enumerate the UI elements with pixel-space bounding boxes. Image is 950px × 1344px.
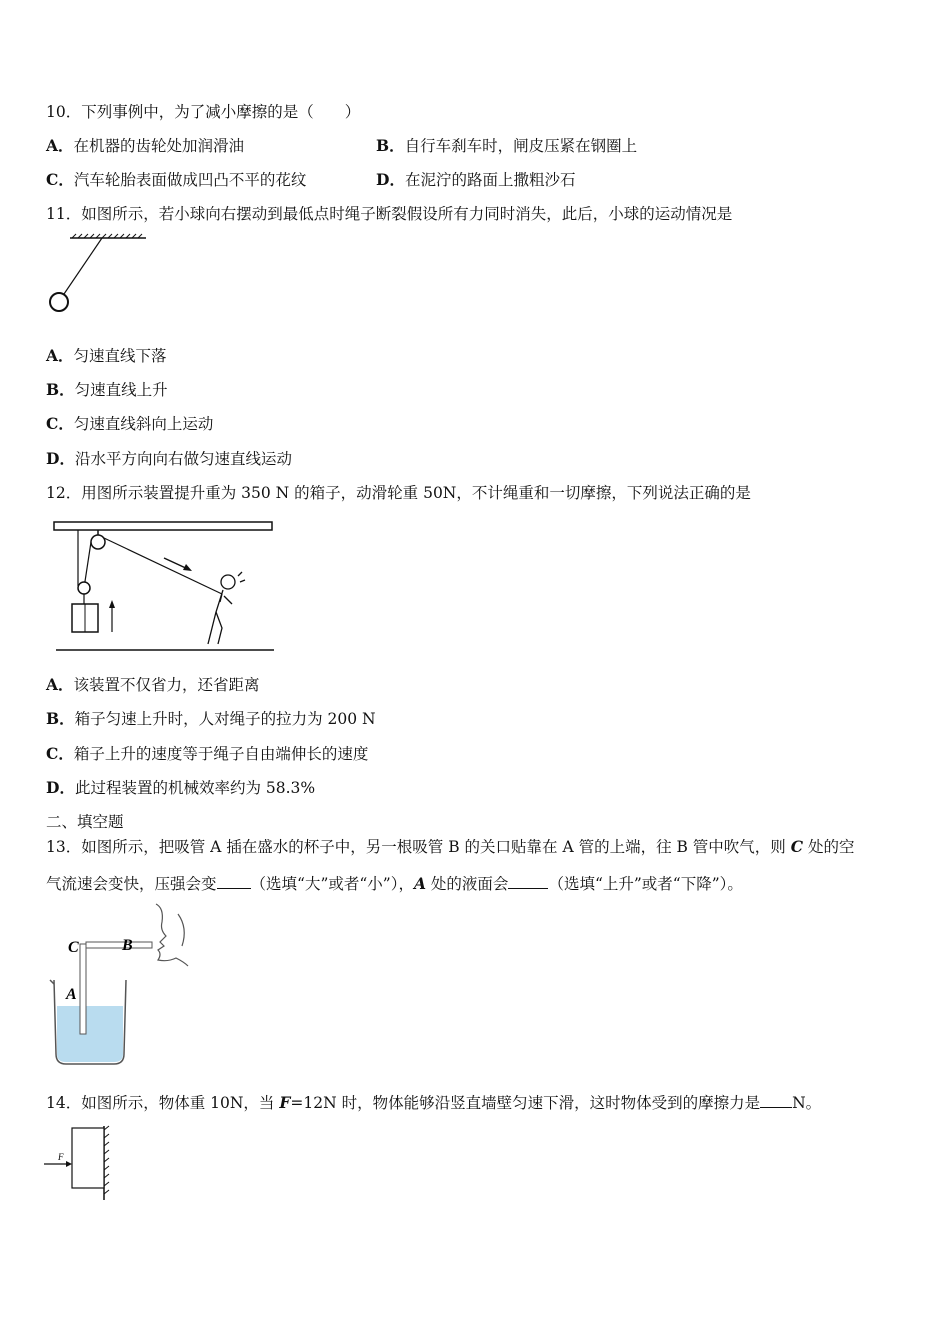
q11-option-d — [46, 449, 292, 469]
option-letter: A． — [46, 346, 74, 365]
q12-option-c — [46, 744, 368, 764]
answer-blank-2[interactable] — [508, 874, 548, 889]
q13-text: 气流速会变快，压强会变 — [46, 875, 217, 893]
block — [72, 1128, 104, 1188]
q13-text: （选填“大”或者“小”）， — [250, 875, 414, 893]
option-text: 自行车刹车时，闸皮压紧在钢圈上 — [404, 137, 638, 155]
label-c: C — [68, 939, 79, 956]
option-letter: A． — [46, 675, 74, 694]
q13-line2 — [46, 874, 743, 894]
answer-blank-3[interactable] — [760, 1093, 792, 1108]
option-text: 汽车轮胎表面做成凹凸不平的花纹 — [73, 171, 307, 189]
rope-left — [84, 542, 91, 588]
ceiling-beam — [54, 522, 272, 530]
option-letter: A． — [46, 136, 74, 155]
var-c: C — [790, 837, 804, 856]
wall-block-figure — [42, 1124, 114, 1204]
var-f: F — [279, 1093, 291, 1112]
q11-option-a — [46, 346, 167, 366]
q12-option-b — [46, 709, 376, 729]
pendulum-ball — [50, 293, 68, 311]
option-text: 在泥泞的路面上撒粗沙石 — [404, 171, 576, 189]
q11-option-b — [46, 380, 168, 400]
q14-text: 14．如图所示，物体重 10N，当 — [46, 1094, 280, 1112]
option-letter: B． — [46, 380, 75, 399]
option-text: 箱子上升的速度等于绳子自由端伸长的速度 — [73, 745, 369, 763]
option-letter: B． — [376, 136, 405, 155]
var-a: A — [413, 874, 426, 893]
option-letter: C． — [46, 170, 74, 189]
option-letter: D． — [46, 449, 75, 468]
option-text: 匀速直线上升 — [74, 381, 168, 399]
q11-stem: 11．如图所示，若小球向右摆动到最低点时绳子断裂假设所有力同时消失，此后，小球的运动情况是 — [46, 205, 733, 223]
person-figure — [208, 572, 245, 644]
q14-text: N。 — [792, 1094, 822, 1112]
q12-option-d — [46, 778, 315, 798]
option-letter: B． — [46, 709, 75, 728]
rope-free-end — [104, 538, 222, 594]
section-title: 二、填空题 — [46, 813, 124, 831]
straw-b — [86, 942, 152, 948]
option-text: 匀速直线斜向上运动 — [73, 415, 214, 433]
q12-stem: 12．用图所示装置提升重为 350 N 的箱子，动滑轮重 50N，不计绳重和一切摩擦，下列说法正确的是 — [46, 484, 751, 502]
q13-text: （选填“上升”或者“下降”）。 — [548, 875, 743, 893]
q13-line1 — [46, 837, 855, 857]
option-letter: C． — [46, 414, 74, 433]
q13-text: 处的空 — [803, 838, 855, 856]
movable-pulley — [78, 582, 90, 594]
option-letter: D． — [46, 778, 75, 797]
answer-blank-1[interactable] — [217, 874, 251, 889]
option-text: 匀速直线下落 — [73, 347, 167, 365]
q14-line — [46, 1093, 821, 1113]
option-letter: D． — [376, 170, 405, 189]
q13-text: 13．如图所示，把吸管 A 插在盛水的杯子中，另一根吸管 B 的关口贴靠在 A 管的上端，往 B 管中吹气，则 — [46, 838, 791, 856]
pendulum-figure — [42, 232, 152, 318]
label-f: F — [58, 1152, 64, 1162]
option-text: 此过程装置的机械效率约为 58.3% — [74, 779, 316, 797]
q11-option-c — [46, 414, 213, 434]
option-text: 在机器的齿轮处加润滑油 — [73, 137, 245, 155]
straw-beaker-figure — [38, 902, 192, 1072]
straw-a — [80, 944, 86, 1034]
label-a: A — [66, 986, 77, 1003]
option-text: 该装置不仅省力，还省距离 — [73, 676, 260, 694]
q10-stem: 10．下列事例中，为了减小摩擦的是（ ） — [46, 103, 361, 121]
option-text: 沿水平方向向右做匀速直线运动 — [74, 450, 292, 468]
pendulum-string — [64, 238, 102, 294]
q14-text: =12N 时，物体能够沿竖直墙壁匀速下滑，这时物体受到的摩擦力是 — [290, 1094, 761, 1112]
water — [57, 1006, 123, 1062]
face-profile — [156, 904, 188, 966]
q10-option-a — [46, 136, 244, 156]
option-letter: C． — [46, 744, 74, 763]
q10-option-d — [376, 170, 575, 190]
pulley-figure — [52, 516, 277, 658]
label-b: B — [122, 937, 133, 954]
q10-option-c — [46, 170, 306, 190]
fixed-pulley — [91, 535, 105, 549]
q12-option-a — [46, 675, 260, 695]
q13-text: 处的液面会 — [426, 875, 509, 893]
q10-option-b — [376, 136, 637, 156]
option-text: 箱子匀速上升时，人对绳子的拉力为 200 N — [74, 710, 376, 728]
